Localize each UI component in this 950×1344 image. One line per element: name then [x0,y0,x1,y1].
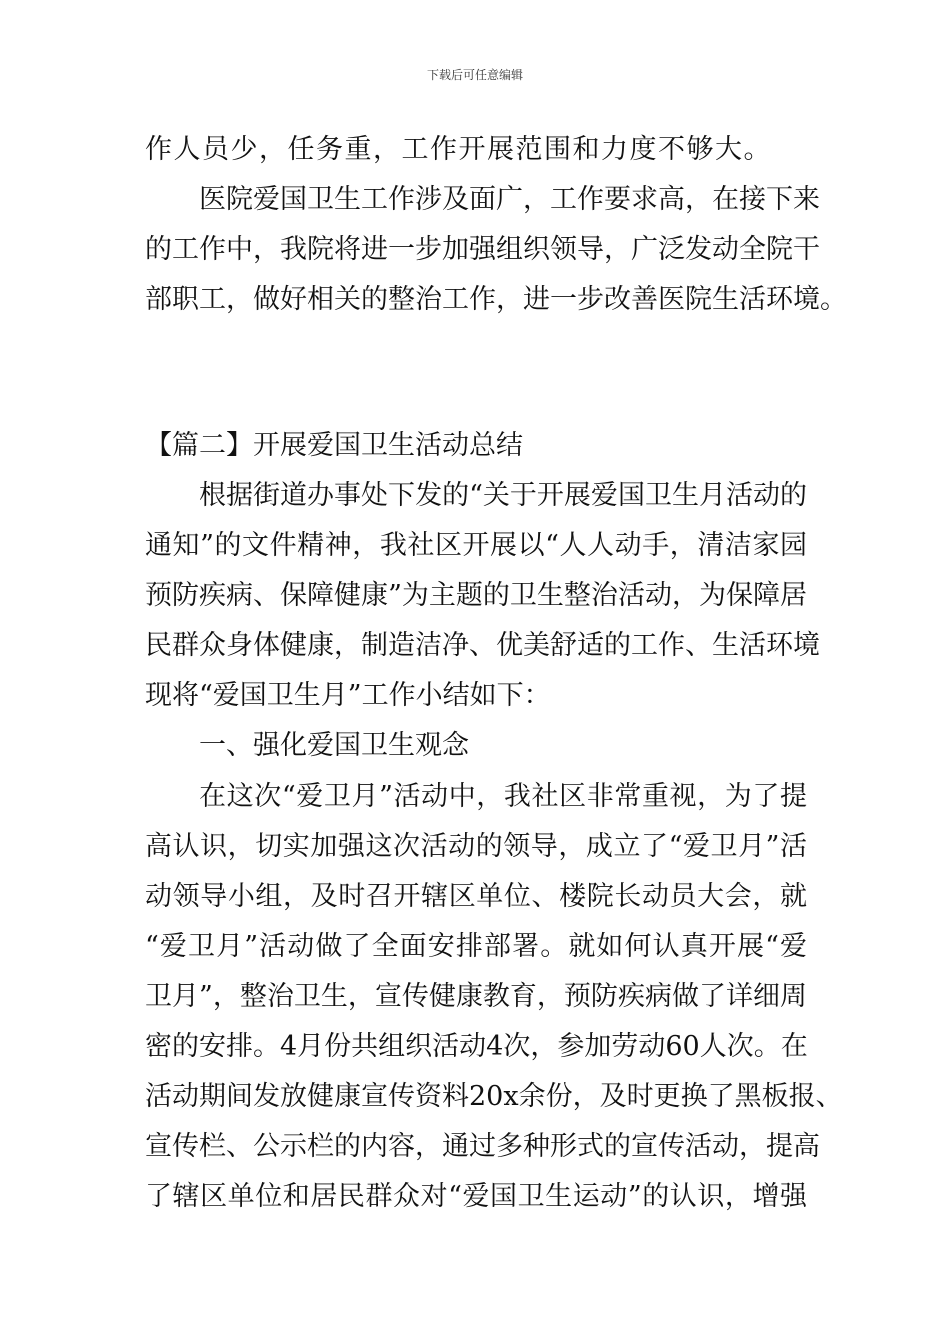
text-line: 通知”的文件精神，我社区开展以“人人动手，清洁家园 [145,530,807,561]
text-line: 活动期间发放健康宣传资料20x余份，及时更换了黑板报、 [145,1081,843,1112]
text-line: 现将“爱国卫生月”工作小结如下： [145,680,551,711]
text-line: 作人员少，任务重，工作开展范围和力度不够大。 [145,134,772,165]
text-line: “爱卫月”活动做了全面安排部署。就如何认真开展“爱 [145,931,807,962]
text-line: 宣传栏、公示栏的内容，通过多种形式的宣传活动，提高 [145,1131,820,1162]
subheading: 一、强化爱国卫生观念 [199,730,469,761]
text-line: 了辖区单位和居民群众对“爱国卫生运动”的认识，增强 [145,1181,807,1212]
text-line: 预防疾病、保障健康”为主题的卫生整治活动，为保障居 [145,580,807,611]
text-line: 医院爱国卫生工作涉及面广，工作要求高，在接下来 [199,184,820,215]
text-line: 高认识，切实加强这次活动的领导，成立了“爱卫月”活 [145,831,807,862]
text-line: 在这次“爱卫月”活动中，我社区非常重视，为了提 [199,781,807,812]
text-line: 民群众身体健康，制造洁净、优美舒适的工作、生活环境 [145,630,820,661]
text-line: 根据街道办事处下发的“关于开展爱国卫生月活动的 [199,480,807,511]
text-line: 部职工，做好相关的整治工作，进一步改善医院生活环境。 [145,284,847,315]
section-heading: 【篇二】开展爱国卫生活动总结 [145,430,523,461]
text-line: 卫月”，整治卫生，宣传健康教育，预防疾病做了详细周 [145,981,807,1012]
text-line: 动领导小组，及时召开辖区单位、楼院长动员大会，就 [145,881,807,912]
page-header: 下载后可任意编辑 [426,68,523,82]
text-line: 的工作中，我院将进一步加强组织领导，广泛发动全院干 [145,234,820,265]
text-line: 密的安排。4月份共组织活动4次，参加劳动60人次。在 [145,1031,808,1062]
